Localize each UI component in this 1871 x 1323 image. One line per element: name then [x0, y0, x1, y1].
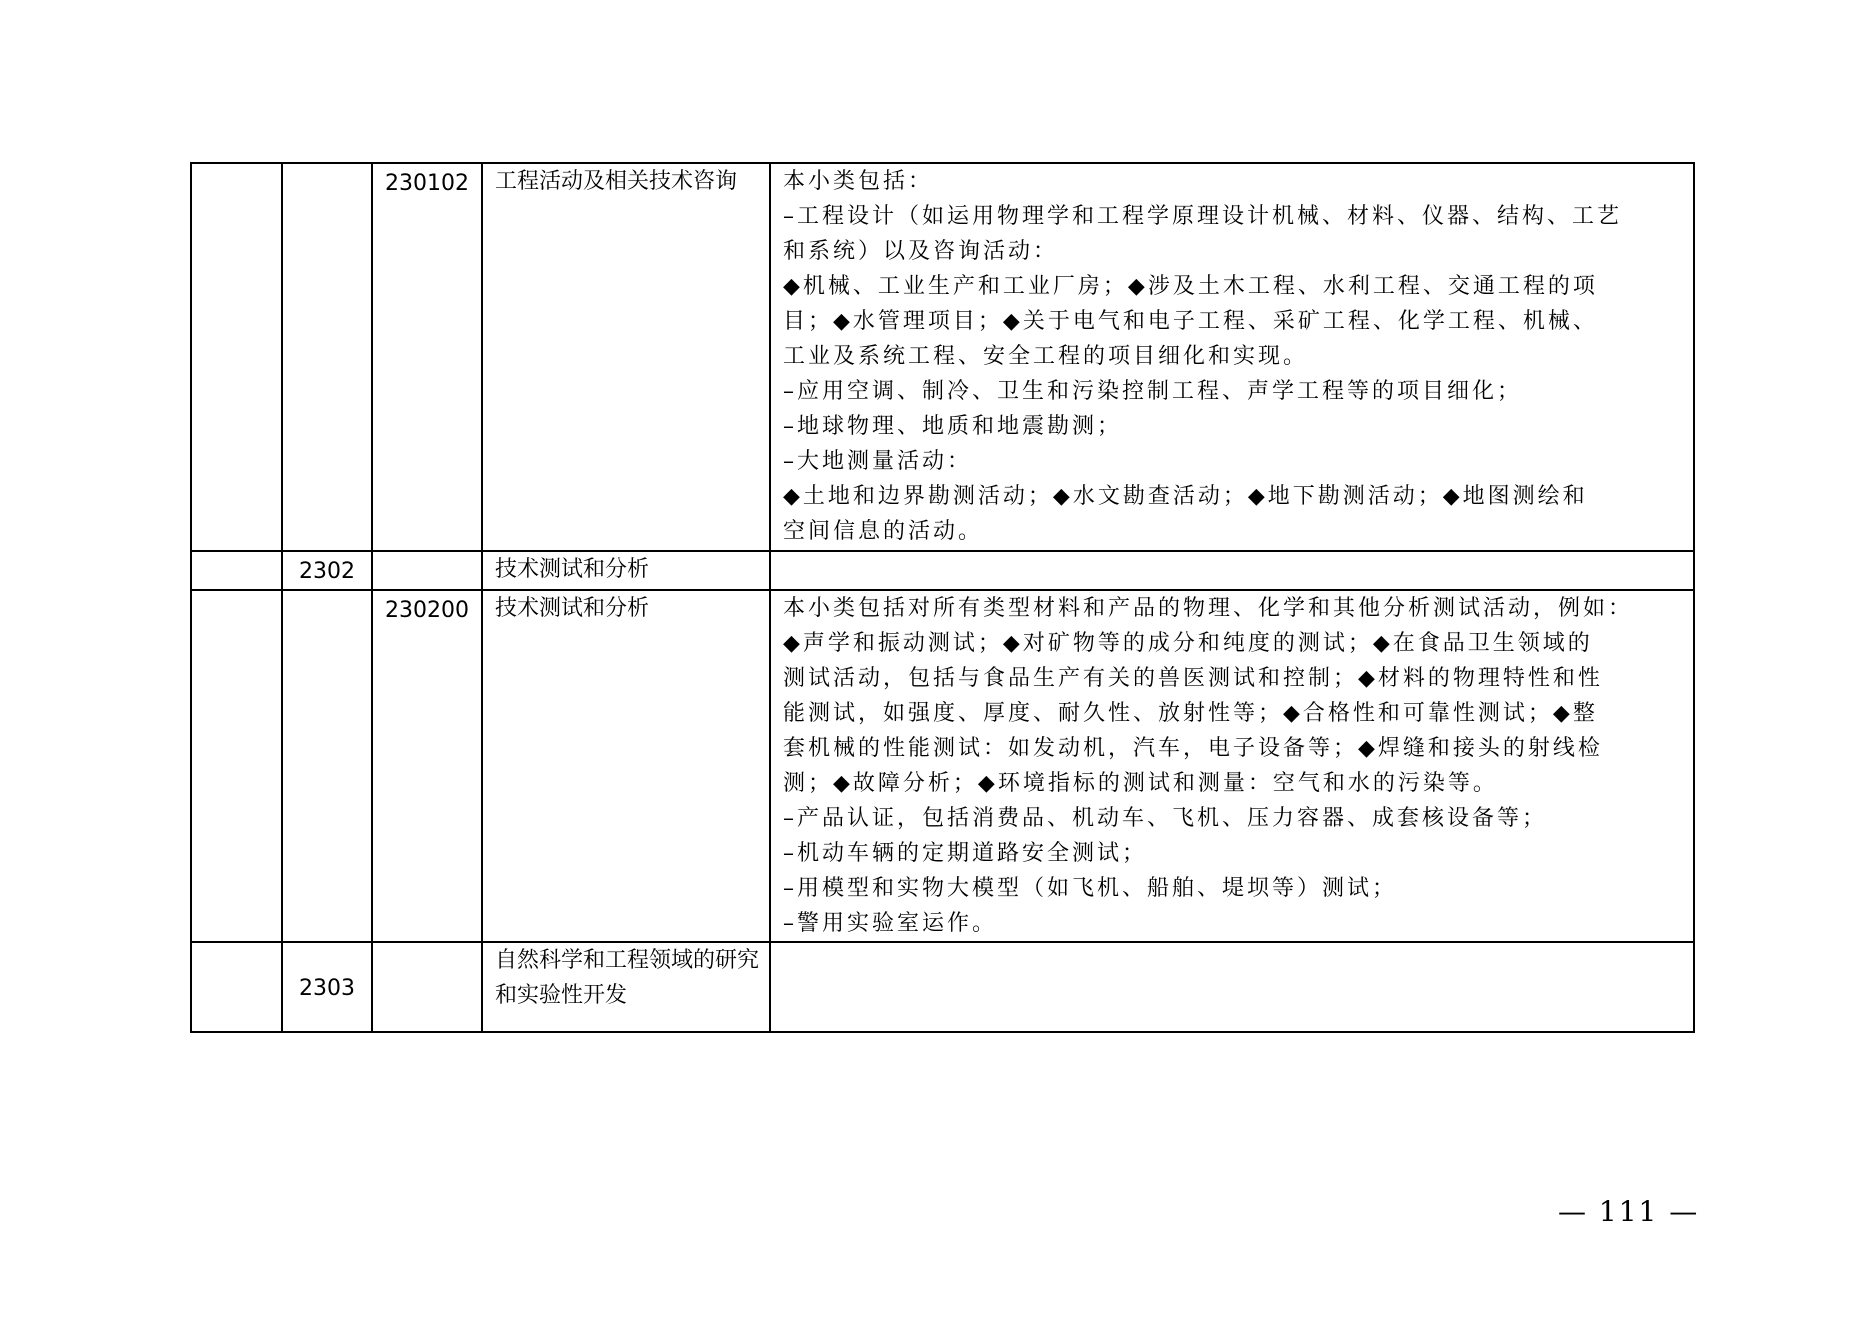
item-name-cell: 技术测试和分析 — [482, 590, 770, 942]
page-number: — 111 — — [1558, 1195, 1700, 1228]
subclass-code-cell: 230102 — [372, 163, 482, 551]
description-line: –应用空调、制冷、卫生和污染控制工程、声学工程等的项目细化； — [783, 379, 1523, 404]
category-cell — [191, 551, 282, 590]
group-code-cell: 2303 — [282, 942, 372, 1032]
description-line: –用模型和实物大模型（如飞机、船舶、堤坝等）测试； — [783, 876, 1398, 901]
subclass-code-cell — [372, 551, 482, 590]
description-line: 本小类包括对所有类型材料和产品的物理、化学和其他分析测试活动，例如： — [783, 596, 1634, 621]
description-line: –警用实验室运作。 — [783, 911, 998, 936]
description-line: 套机械的性能测试：如发动机，汽车，电子设备等；◆焊缝和接头的射线检 — [783, 736, 1603, 761]
description-line: –大地测量活动： — [783, 449, 973, 474]
description-cell — [770, 590, 1694, 942]
item-name-cell: 工程活动及相关技术咨询 — [482, 163, 770, 551]
description-line: –地球物理、地质和地震勘测； — [783, 414, 1123, 439]
description-line: ◆土地和边界勘测活动；◆水文勘查活动；◆地下勘测活动；◆地图测绘和 — [783, 484, 1588, 509]
description-line: 和系统）以及咨询活动： — [783, 239, 1059, 264]
description-line: 能测试，如强度、厚度、耐久性、放射性等；◆合格性和可靠性测试；◆整 — [783, 701, 1598, 726]
description-line: 本小类包括： — [783, 169, 934, 194]
description-line: 测；◆故障分析；◆环境指标的测试和测量：空气和水的污染等。 — [783, 771, 1498, 796]
classification-table — [190, 162, 1695, 1033]
table-row — [191, 551, 1694, 590]
description-line: 空间信息的活动。 — [783, 519, 984, 544]
description-cell — [770, 551, 1694, 590]
item-name-cell: 技术测试和分析 — [482, 551, 770, 590]
category-cell — [191, 590, 282, 942]
subclass-code-cell: 230200 — [372, 590, 482, 942]
category-cell — [191, 942, 282, 1032]
description-line: –工程设计（如运用物理学和工程学原理设计机械、材料、仪器、结构、工艺 — [783, 204, 1623, 229]
description-line: ◆机械、工业生产和工业厂房；◆涉及土木工程、水利工程、交通工程的项 — [783, 274, 1598, 299]
description-line: ◆声学和振动测试；◆对矿物等的成分和纯度的测试；◆在食品卫生领域的 — [783, 631, 1593, 656]
description-cell — [770, 163, 1694, 551]
description-cell — [770, 942, 1694, 1032]
description-line: 工业及系统工程、安全工程的项目细化和实现。 — [783, 344, 1309, 369]
group-code-cell — [282, 163, 372, 551]
description-line: 目；◆水管理项目；◆关于电气和电子工程、采矿工程、化学工程、机械、 — [783, 309, 1598, 334]
description-line: –机动车辆的定期道路安全测试； — [783, 841, 1148, 866]
table-row — [191, 590, 1694, 942]
table-row — [191, 163, 1694, 551]
description-line: –产品认证，包括消费品、机动车、飞机、压力容器、成套核设备等； — [783, 806, 1548, 831]
category-cell — [191, 163, 282, 551]
subclass-code-cell — [372, 942, 482, 1032]
group-code-cell: 2302 — [282, 551, 372, 590]
table-row — [191, 942, 1694, 1032]
group-code-cell — [282, 590, 372, 942]
description-line: 测试活动，包括与食品生产有关的兽医测试和控制；◆材料的物理特性和性 — [783, 666, 1603, 691]
item-name-cell: 自然科学和工程领域的研究和实验性开发 — [482, 942, 770, 1032]
